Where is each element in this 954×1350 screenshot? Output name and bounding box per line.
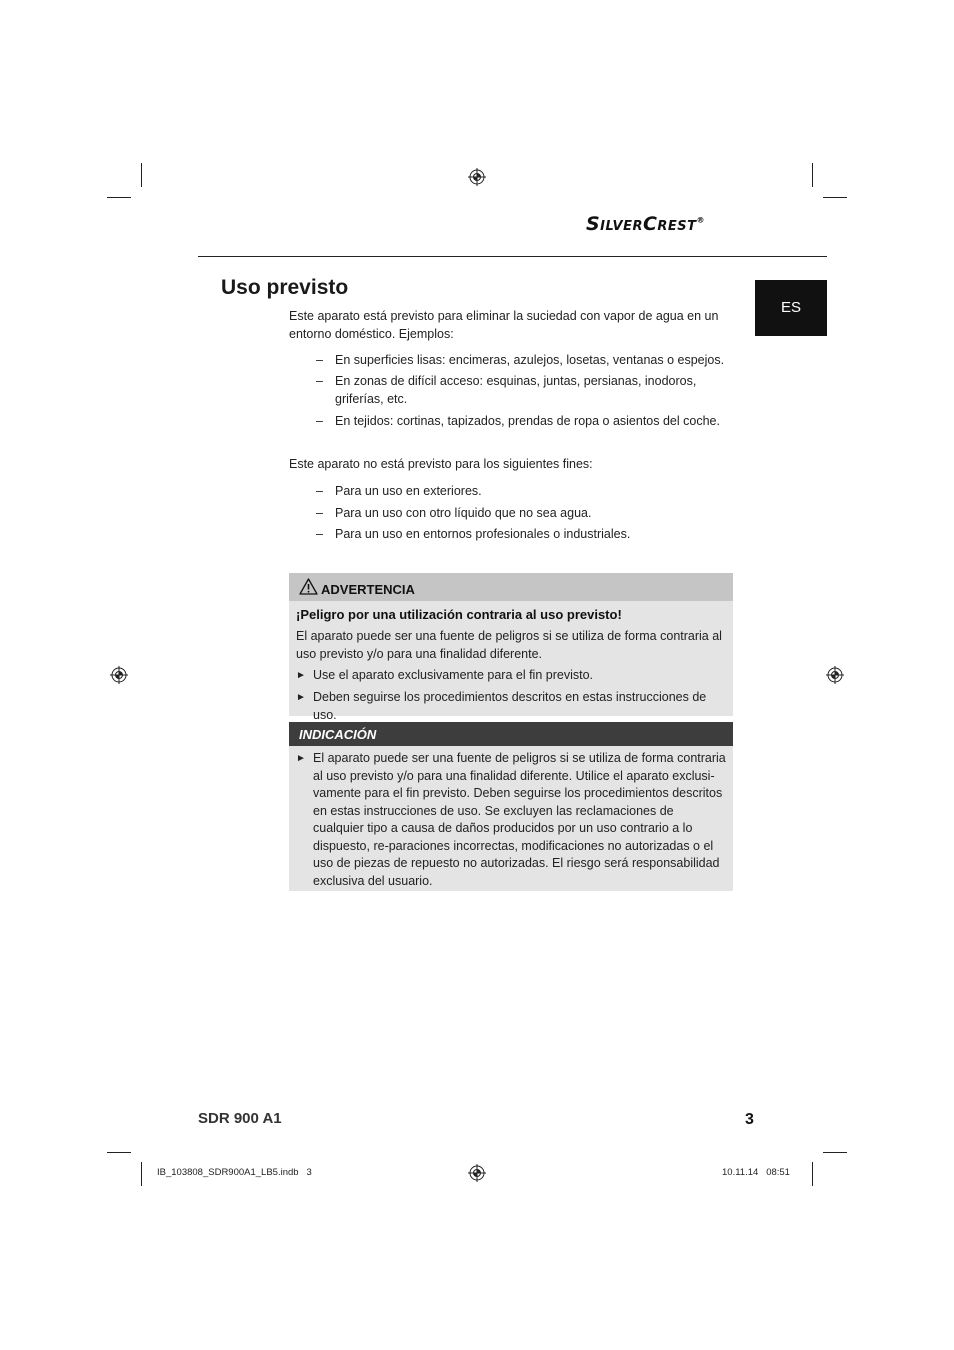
- note-header: [289, 722, 733, 746]
- crop-mark: [823, 197, 847, 198]
- crop-mark: [107, 1152, 131, 1153]
- warning-title: ADVERTENCIA: [321, 582, 415, 597]
- registration-mark-icon: [826, 666, 844, 684]
- list-item: [316, 352, 736, 370]
- list-item: [316, 505, 736, 523]
- warning-header: [289, 573, 733, 601]
- crop-mark: [812, 1162, 813, 1186]
- warning-item-text: Deben seguirse los procedimientos descritos en estas instrucciones de uso.: [313, 690, 707, 722]
- crop-mark: [823, 1152, 847, 1153]
- list-item-text: Para un uso con otro líquido que no sea agua.: [335, 506, 592, 520]
- crop-mark: [107, 197, 131, 198]
- brand-logo: [586, 213, 751, 243]
- registration-mark-icon: [468, 1164, 486, 1182]
- warning-triangle-icon: [299, 578, 318, 595]
- list-item-text: Para un uso en exteriores.: [335, 484, 482, 498]
- list-item-text: En zonas de difícil acceso: esquinas, juntas, persianas, inodoros, griferías, etc.: [335, 374, 697, 406]
- note-title: INDICACIÓN: [299, 727, 377, 742]
- crop-mark: [141, 163, 142, 187]
- bullet-dash: –: [316, 414, 323, 428]
- bullet-dash: –: [316, 353, 323, 367]
- language-tab: ES: [755, 280, 827, 336]
- logo-text: SilverCrest: [586, 213, 697, 235]
- not-intended-paragraph: Este aparato no está previsto para los siguientes fines:: [289, 457, 593, 471]
- list-item: [316, 413, 736, 431]
- note-item: [296, 750, 726, 890]
- list-item-text: Para un uso en entornos profesionales o industriales.: [335, 527, 631, 541]
- warning-box: [289, 573, 733, 722]
- page-number: 3: [745, 1111, 754, 1128]
- bullet-dash: –: [316, 374, 323, 388]
- list-item-text: En tejidos: cortinas, tapizados, prendas de ropa o asientos del coche.: [335, 414, 720, 428]
- list-item-text: En superficies lisas: encimeras, azulejos, losetas, ventanas o espejos.: [335, 353, 725, 367]
- warning-item-text: Use el aparato exclusivamente para el fin previsto.: [313, 668, 594, 682]
- arrow-bullet-icon: ►: [296, 692, 306, 703]
- bullet-dash: –: [316, 527, 323, 541]
- header-rule: [198, 256, 827, 257]
- file-name: IB_103808_SDR900A1_LB5.indb 3: [157, 1167, 312, 1178]
- list-item: [316, 483, 736, 501]
- list-item: [316, 526, 736, 544]
- registration-mark-icon: [468, 168, 486, 186]
- arrow-bullet-icon: ►: [296, 753, 306, 764]
- note-body-text: El aparato puede ser una fuente de peligros si se utiliza de forma contraria al uso previsto y/o para una finalidad diferente. Utilice el aparato exclusi-vamente para el fin previsto. Deben seguirse los procedimientos descritos en estas instrucciones de uso. Se excluyen las reclamaciones de cualquier tipo a causa de daños producidos por un uso contrario a lo dispuesto, re-paraciones incorrectas, modificaciones no autorizadas o el uso de piezas de repuesto no autorizadas. El riesgo será responsabilidad exclusiva del usuario.: [313, 751, 726, 888]
- warning-body: El aparato puede ser una fuente de peligros si se utiliza de forma contraria al uso previsto y/o para una finalidad diferente.: [296, 629, 722, 661]
- registration-mark-icon: [110, 666, 128, 684]
- page-title: Uso previsto: [221, 276, 349, 299]
- bullet-dash: –: [316, 506, 323, 520]
- warning-item: [296, 689, 726, 724]
- arrow-bullet-icon: ►: [296, 670, 306, 681]
- intro-paragraph: Este aparato está previsto para eliminar la suciedad con vapor de agua en un entorno doméstico. Ejemplos:: [289, 309, 719, 341]
- registered-mark: ®: [696, 215, 706, 225]
- bullet-dash: –: [316, 484, 323, 498]
- crop-mark: [812, 163, 813, 187]
- model-number: SDR 900 A1: [198, 1110, 282, 1127]
- warning-subtitle: ¡Peligro por una utilización contraria al uso previsto!: [296, 607, 622, 622]
- crop-mark: [141, 1162, 142, 1186]
- list-item: [316, 373, 736, 408]
- print-timestamp: 10.11.14 08:51: [722, 1167, 790, 1178]
- note-box: [289, 722, 733, 891]
- warning-item: [296, 667, 726, 685]
